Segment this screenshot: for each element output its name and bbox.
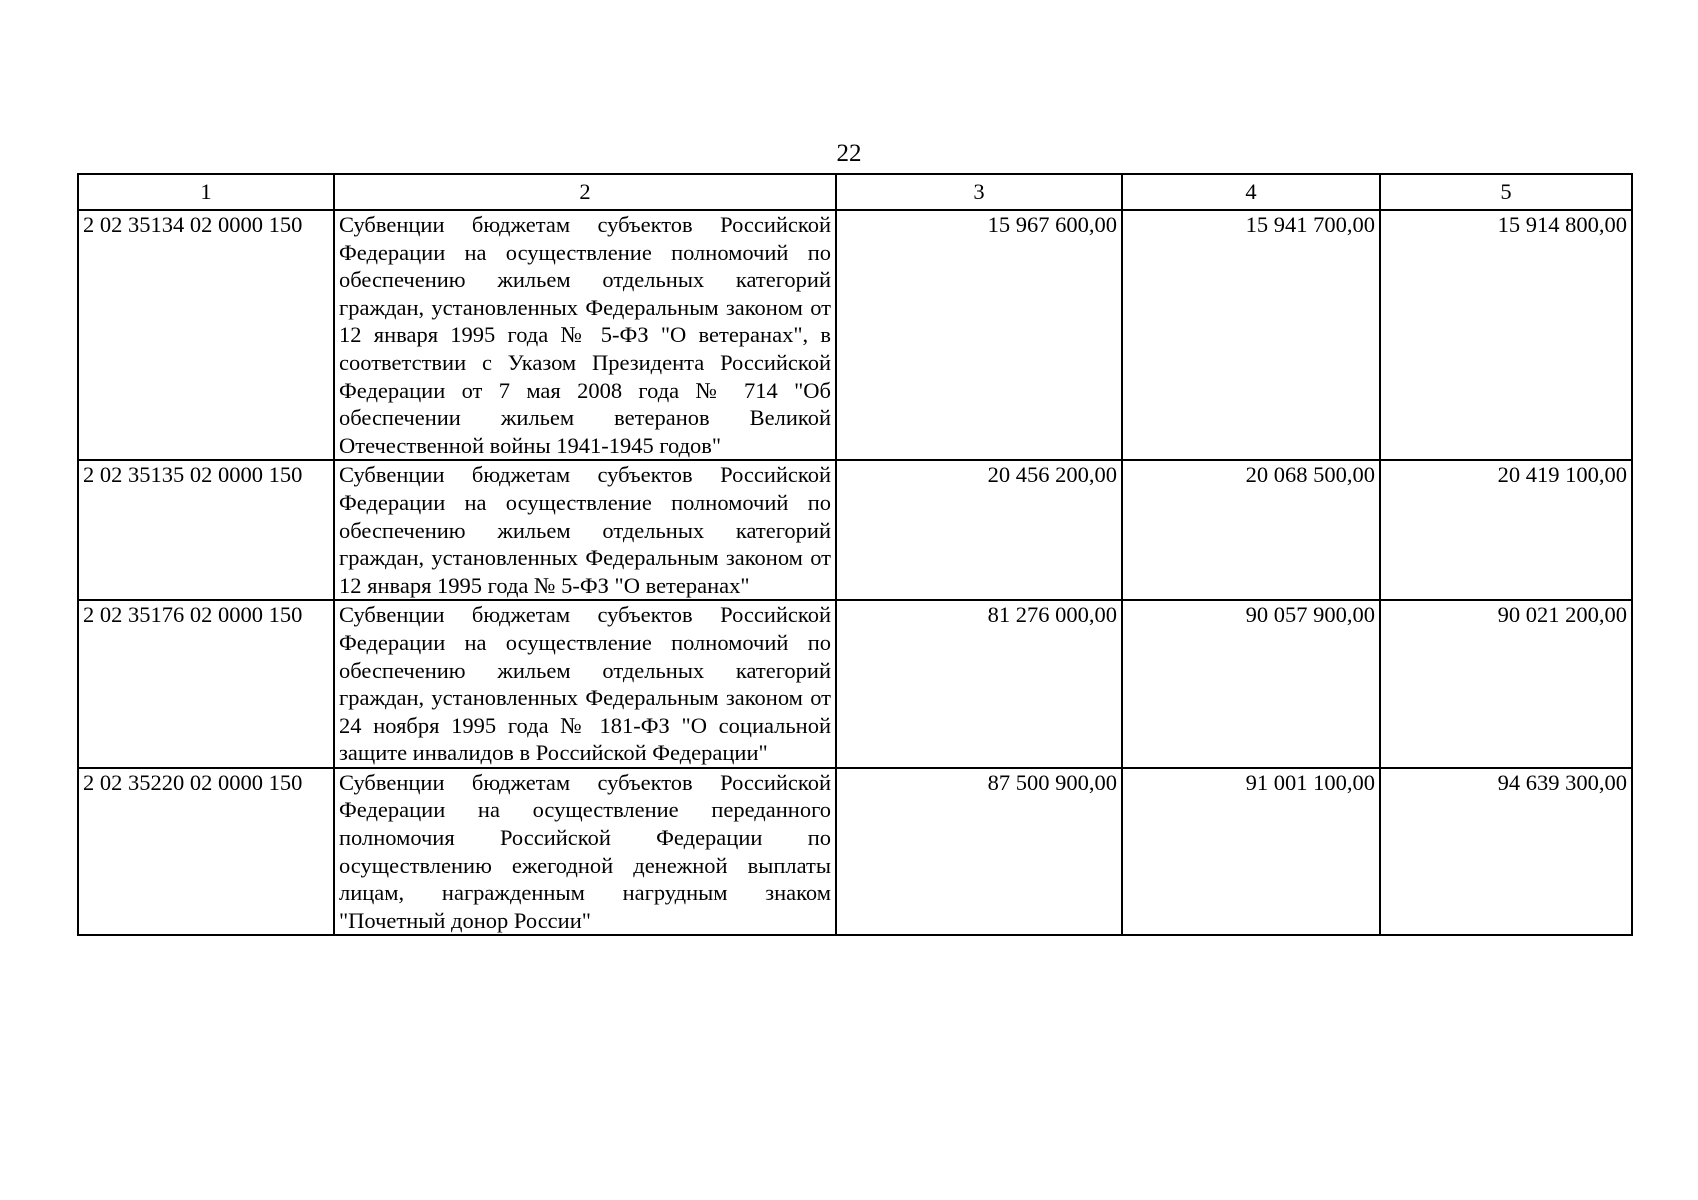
amount-column-4: 90 057 900,00 — [1122, 600, 1380, 768]
budget-code: 2 02 35135 02 0000 150 — [78, 460, 334, 600]
amount-column-3: 15 967 600,00 — [836, 210, 1122, 460]
row-description: Субвенции бюджетам субъектов Российской Федерации на осуществление полномочий по обеспечению жильем отдельных категорий граждан, установленных Федеральным законом от 12 января 1995 года № 5-ФЗ "О ветеранах", в соответствии с Указом Президента Российской Федерации от 7 мая 2008 года № 714 "Об обеспечении жильем ветеранов Великой Отечественной войны 1941-1945 годов" — [334, 210, 836, 460]
amount-column-5: 94 639 300,00 — [1380, 768, 1632, 936]
budget-table — [77, 173, 1633, 936]
column-header-5: 5 — [1380, 174, 1632, 210]
header-row — [78, 174, 1632, 210]
budget-code: 2 02 35220 02 0000 150 — [78, 768, 334, 936]
table-body — [78, 210, 1632, 935]
table-header — [78, 174, 1632, 210]
amount-column-4: 15 941 700,00 — [1122, 210, 1380, 460]
amount-column-5: 15 914 800,00 — [1380, 210, 1632, 460]
row-description: Субвенции бюджетам субъектов Российской Федерации на осуществление полномочий по обеспечению жильем отдельных категорий граждан, установленных Федеральным законом от 12 января 1995 года № 5-ФЗ "О ветеранах" — [334, 460, 836, 600]
amount-column-4: 20 068 500,00 — [1122, 460, 1380, 600]
column-header-1: 1 — [78, 174, 334, 210]
amount-column-5: 90 021 200,00 — [1380, 600, 1632, 768]
table-row — [78, 768, 1632, 936]
row-description: Субвенции бюджетам субъектов Российской Федерации на осуществление полномочий по обеспечению жильем отдельных категорий граждан, установленных Федеральным законом от 24 ноября 1995 года № 181-ФЗ "О социальной защите инвалидов в Российской Федерации" — [334, 600, 836, 768]
page-number: 22 — [836, 140, 862, 167]
table-row — [78, 460, 1632, 600]
budget-code: 2 02 35134 02 0000 150 — [78, 210, 334, 460]
budget-code: 2 02 35176 02 0000 150 — [78, 600, 334, 768]
column-header-3: 3 — [836, 174, 1122, 210]
amount-column-3: 20 456 200,00 — [836, 460, 1122, 600]
amount-column-5: 20 419 100,00 — [1380, 460, 1632, 600]
table-row — [78, 210, 1632, 460]
amount-column-3: 81 276 000,00 — [836, 600, 1122, 768]
amount-column-3: 87 500 900,00 — [836, 768, 1122, 936]
column-header-4: 4 — [1122, 174, 1380, 210]
row-description: Субвенции бюджетам субъектов Российской Федерации на осуществление переданного полномочия Российской Федерации по осуществлению ежегодной денежной выплаты лицам, награжденным нагрудным знаком "Почетный донор России" — [334, 768, 836, 936]
column-header-2: 2 — [334, 174, 836, 210]
table-row — [78, 600, 1632, 768]
amount-column-4: 91 001 100,00 — [1122, 768, 1380, 936]
